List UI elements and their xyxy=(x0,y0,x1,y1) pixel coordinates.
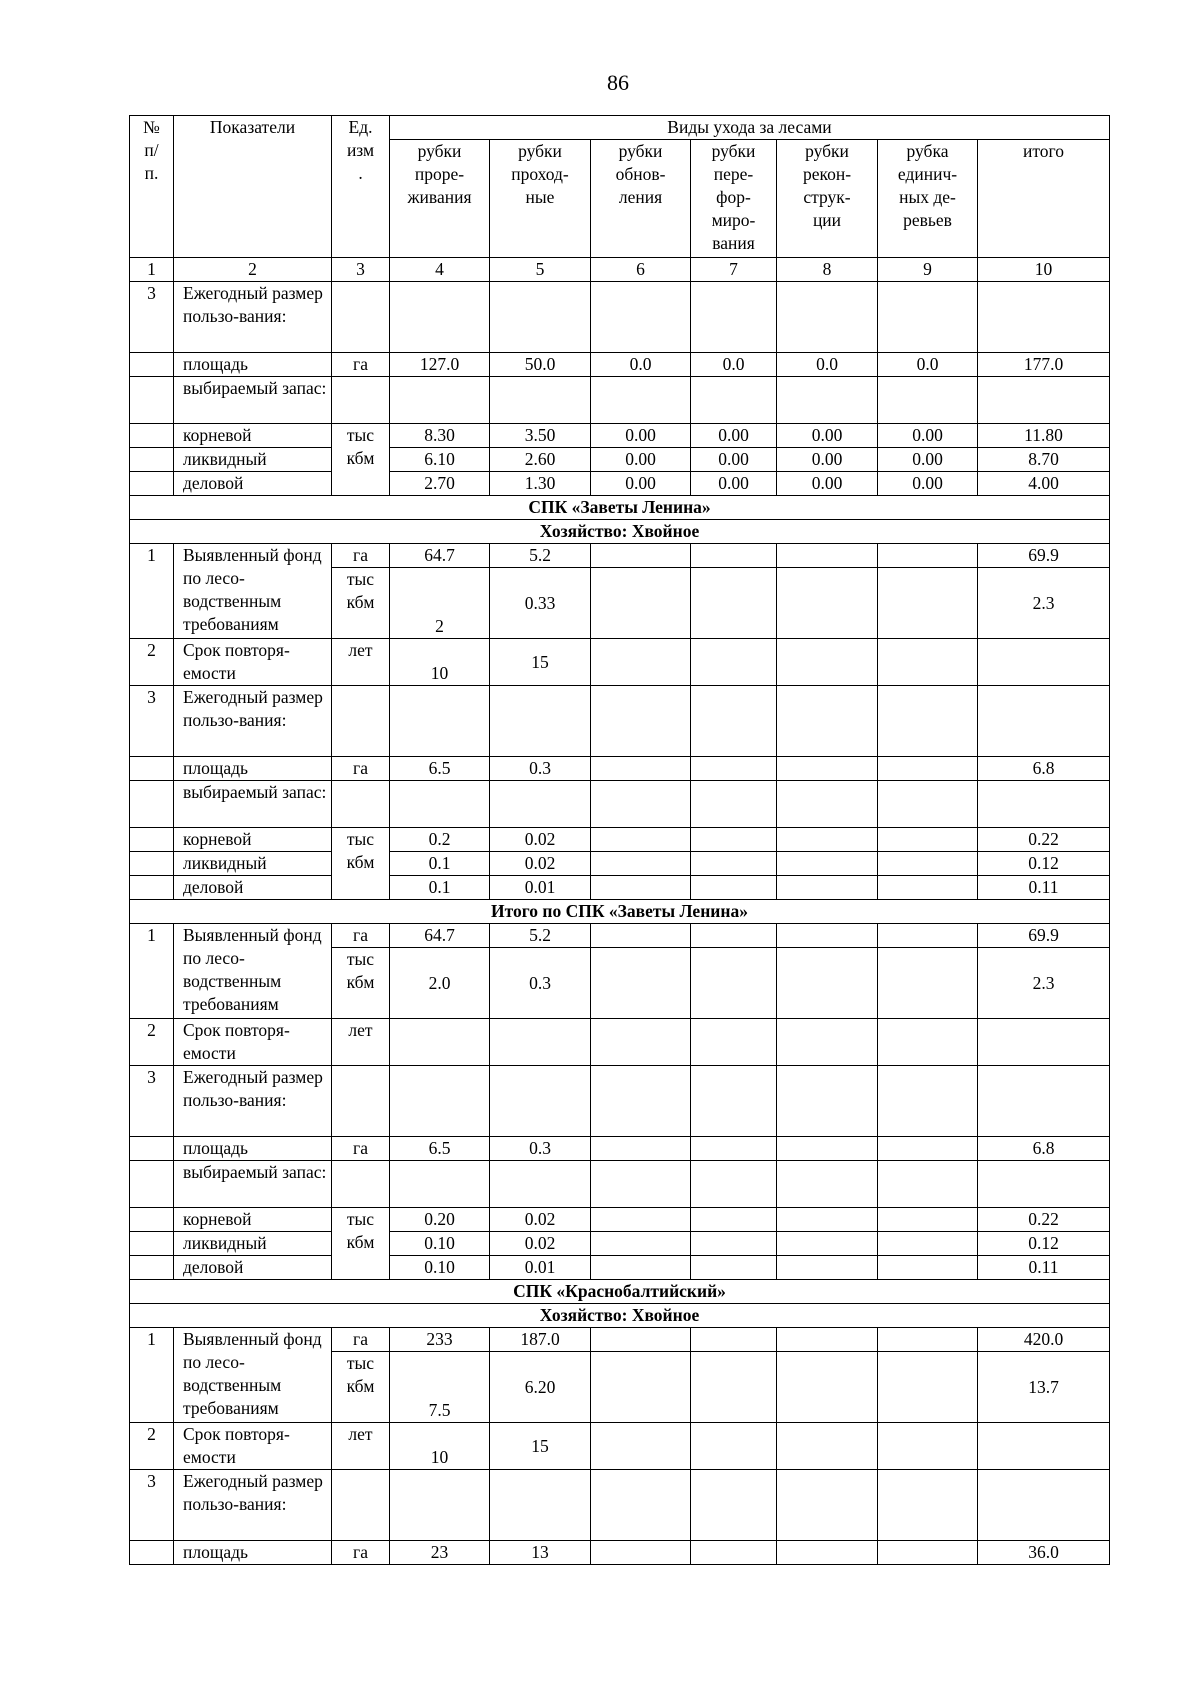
header-type-single-tree: рубка единич- ных де- ревьев xyxy=(878,140,978,258)
col-number: 7 xyxy=(691,258,777,282)
row-label: площадь xyxy=(174,353,332,377)
row-label: корневой xyxy=(174,424,332,448)
row-label: корневой xyxy=(174,1208,332,1232)
table-row: тыс кбм 2.0 0.3 2.3 xyxy=(130,948,1110,1019)
table-row: площадь га 6.5 0.3 6.8 xyxy=(130,757,1110,781)
row-label: Срок повторя-емости xyxy=(174,1019,332,1066)
page-number: 86 xyxy=(607,70,629,95)
table-row: площадь га 23 13 36.0 xyxy=(130,1541,1110,1565)
table-row xyxy=(130,1161,1110,1208)
header-type-reconstruction: рубки рекон- струк- ции xyxy=(777,140,878,258)
row-label: Ежегодный размер пользо-вания: xyxy=(174,686,332,757)
col-number: 6 xyxy=(591,258,691,282)
col-number: 8 xyxy=(777,258,878,282)
col-number: 10 xyxy=(978,258,1110,282)
row-label: корневой xyxy=(174,828,332,852)
col-number: 4 xyxy=(390,258,490,282)
row-label: площадь xyxy=(174,1137,332,1161)
table-row: 3 Ежегодный размер пользо-вания: xyxy=(130,282,1110,353)
section-title: Итого по СПК «Заветы Ленина» xyxy=(130,900,1110,924)
table-row: площадь га 127.0 50.0 0.0 0.0 0.0 0.0 177.0 xyxy=(130,353,1110,377)
header-indicator: Показатели xyxy=(174,116,332,258)
section-title: СПК «Краснобалтийский» xyxy=(130,1280,1110,1304)
table-row: ликвидный 0.1 0.02 0.12 xyxy=(130,852,1110,876)
row-label: деловой xyxy=(174,472,332,496)
row-label: выбираемый запас: xyxy=(174,377,332,424)
table-row: корневой тыс кбм 0.20 0.02 0.22 xyxy=(130,1208,1110,1232)
header-no: № п/ п. xyxy=(130,116,174,258)
col-number: 2 xyxy=(174,258,332,282)
table-row: 3 Ежегодный размер пользо-вания: xyxy=(130,1066,1110,1137)
header-type-passage: рубки проход- ные xyxy=(490,140,591,258)
table-row: 2 Срок повторя-емости лет 10 15 xyxy=(130,639,1110,686)
table-row: 1 Выявленный фонд по лесо-водственным требованиям га 233 187.0 420.0 xyxy=(130,1328,1110,1352)
table-row: 1 Выявленный фонд по лесо-водственным требованиям га 64.7 5.2 69.9 xyxy=(130,924,1110,948)
row-label: Срок повторя-емости xyxy=(174,1423,332,1470)
table-row: тыс кбм 7.5 6.20 13.7 xyxy=(130,1352,1110,1423)
header-type-reforming: рубки пере- фор- миро- вания xyxy=(691,140,777,258)
row-label: площадь xyxy=(174,1541,332,1565)
row-label: деловой xyxy=(174,1256,332,1280)
table-row: корневой тыс кбм 0.2 0.02 0.22 xyxy=(130,828,1110,852)
table-row: 3 Ежегодный размер пользо-вания: xyxy=(130,1470,1110,1541)
table-row: площадь га 6.5 0.3 6.8 xyxy=(130,1137,1110,1161)
row-label: деловой xyxy=(174,876,332,900)
header-group-title: Виды ухода за лесами xyxy=(390,116,1110,140)
forest-care-table xyxy=(129,115,1110,1565)
col-number: 5 xyxy=(490,258,591,282)
table-row: корневой тыс кбм 8.30 3.50 0.00 0.00 0.00 0.00 11.80 xyxy=(130,424,1110,448)
col-number: 9 xyxy=(878,258,978,282)
table-row xyxy=(130,781,1110,828)
section-title: СПК «Заветы Ленина» xyxy=(130,496,1110,520)
table-row: деловой 0.1 0.01 0.11 xyxy=(130,876,1110,900)
row-label: выбираемый запас: xyxy=(174,1161,332,1208)
table-row: деловой 2.70 1.30 0.00 0.00 0.00 0.00 4.00 xyxy=(130,472,1110,496)
header-type-total: итого xyxy=(978,140,1110,258)
section-subtitle: Хозяйство: Хвойное xyxy=(130,1304,1110,1328)
row-label: Выявленный фонд по лесо-водственным требованиям xyxy=(174,924,332,1019)
row-label: Ежегодный размер пользо-вания: xyxy=(174,1470,332,1541)
table-row: ликвидный 6.10 2.60 0.00 0.00 0.00 0.00 8.70 xyxy=(130,448,1110,472)
col-number: 3 xyxy=(332,258,390,282)
table-row: 3 Ежегодный размер пользо-вания: xyxy=(130,686,1110,757)
row-label: Срок повторя-емости xyxy=(174,639,332,686)
row-label: выбираемый запас: xyxy=(174,781,332,828)
header-type-renewal: рубки обнов- ления xyxy=(591,140,691,258)
row-label: Ежегодный размер пользо-вания: xyxy=(174,1066,332,1137)
row-label: ликвидный xyxy=(174,852,332,876)
table-row: ликвидный 0.10 0.02 0.12 xyxy=(130,1232,1110,1256)
table-row: 2 Срок повторя-емости лет xyxy=(130,1019,1110,1066)
col-number: 1 xyxy=(130,258,174,282)
section-subtitle: Хозяйство: Хвойное xyxy=(130,520,1110,544)
table-row: деловой 0.10 0.01 0.11 xyxy=(130,1256,1110,1280)
row-label: ликвидный xyxy=(174,448,332,472)
table-row: 1 Выявленный фонд по лесо-водственным требованиям га 64.7 5.2 69.9 xyxy=(130,544,1110,568)
row-label: Выявленный фонд по лесо-водственным требованиям xyxy=(174,1328,332,1423)
row-label: Ежегодный размер пользо-вания: xyxy=(174,282,332,353)
table-row: тыс кбм 2 0.33 2.3 xyxy=(130,568,1110,639)
header-type-thinning: рубки проре- живания xyxy=(390,140,490,258)
header-unit: Ед. изм . xyxy=(332,116,390,258)
row-label: ликвидный xyxy=(174,1232,332,1256)
column-numbers-row xyxy=(130,258,1110,282)
table-row: 2 Срок повторя-емости лет 10 15 xyxy=(130,1423,1110,1470)
row-label: Выявленный фонд по лесо-водственным требованиям xyxy=(174,544,332,639)
row-label: площадь xyxy=(174,757,332,781)
table-row xyxy=(130,377,1110,424)
